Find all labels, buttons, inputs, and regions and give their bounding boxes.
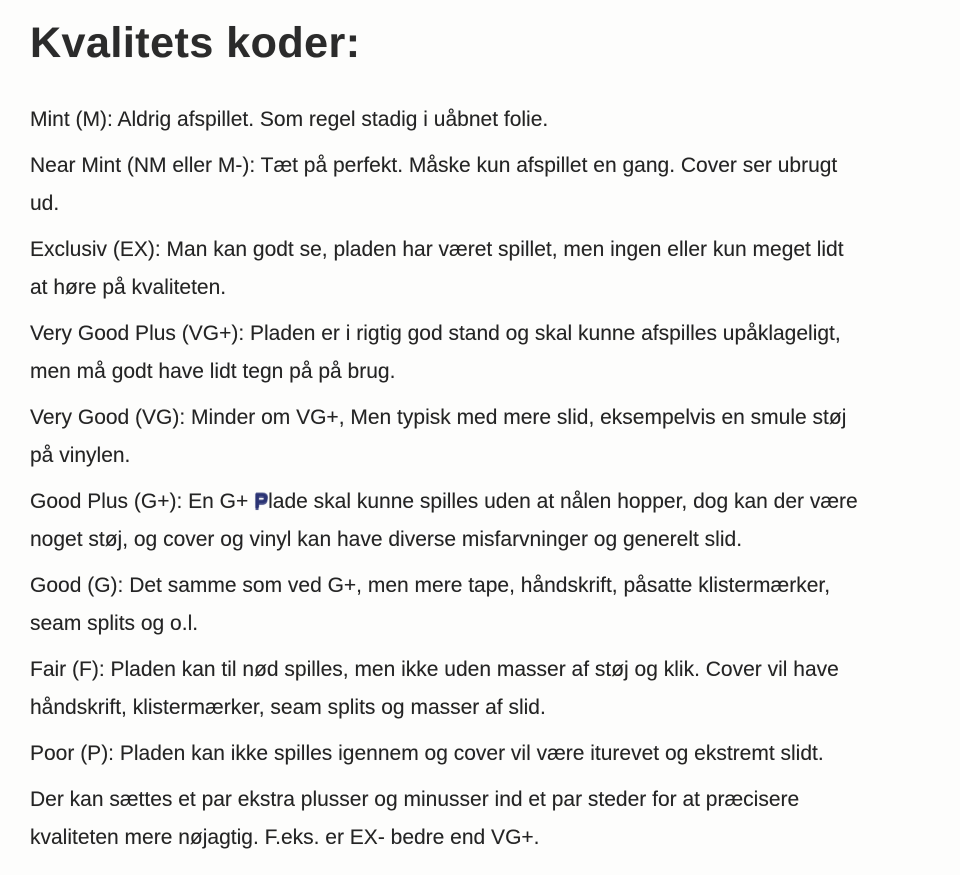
paragraph-line: seam splits og o.l.: [30, 612, 199, 635]
page-title: Kvalitets koder:: [30, 19, 361, 67]
paragraph-line: Poor (P): Pladen kan ikke spilles igennem og cover vil være iturevet og ekstremt slidt.: [30, 742, 824, 765]
paragraph-line: Mint (M): Aldrig afspillet. Som regel stadig i uåbnet folie.: [30, 108, 549, 131]
text-segment: Good Plus (G+): En G+: [30, 490, 255, 513]
paragraph-very-good-plus: [30, 315, 932, 391]
paragraph-fair: [30, 651, 932, 727]
paragraph-mint: [30, 101, 932, 139]
paragraph-line: noget støj, og cover og vinyl kan have diverse misfarvninger og generelt slid.: [30, 528, 743, 551]
paragraph-line: at høre på kvaliteten.: [30, 276, 227, 299]
paragraph-exclusiv: [30, 231, 932, 307]
paragraph-near-mint: [30, 147, 932, 223]
paragraph-very-good: [30, 399, 932, 475]
paragraph-line: Fair (F): Pladen kan til nød spilles, men ikke uden masser af støj og klik. Cover vil have: [30, 658, 839, 681]
paragraph-line: Exclusiv (EX): Man kan godt se, pladen har været spillet, men ingen eller kun meget lidt: [30, 238, 844, 261]
paragraph-line: Der kan sættes et par ekstra plusser og minusser ind et par steder for at præcisere: [30, 788, 800, 811]
paragraph-line: [30, 483, 932, 521]
paragraph-good-plus: [30, 483, 932, 559]
paragraph-line: kvaliteten mere nøjagtig. F.eks. er EX- bedre end VG+.: [30, 826, 540, 849]
paragraph-line: men må godt have lidt tegn på på brug.: [30, 360, 396, 383]
paragraph-line: Very Good Plus (VG+): Pladen er i rigtig god stand og skal kunne afspilles upåklageligt,: [30, 322, 841, 345]
ink-mark: P: [254, 490, 269, 513]
paragraph-line: håndskrift, klistermærker, seam splits og masser af slid.: [30, 696, 546, 719]
paragraph-line: Good (G): Det samme som ved G+, men mere tape, håndskrift, påsatte klistermærker,: [30, 574, 831, 597]
paragraph-good: [30, 567, 932, 643]
paragraph-line: ud.: [30, 192, 60, 215]
paragraph-poor: [30, 735, 932, 773]
text-segment: lade skal kunne spilles uden at nålen hopper, dog kan der være: [268, 490, 858, 513]
paragraph-line: Near Mint (NM eller M-): Tæt på perfekt. Måske kun afspillet en gang. Cover ser ubrugt: [30, 154, 838, 177]
paragraph-line: på vinylen.: [30, 444, 131, 467]
paragraph-note: [30, 781, 932, 857]
paragraph-line: Very Good (VG): Minder om VG+, Men typisk med mere slid, eksempelvis en smule støj: [30, 406, 847, 429]
